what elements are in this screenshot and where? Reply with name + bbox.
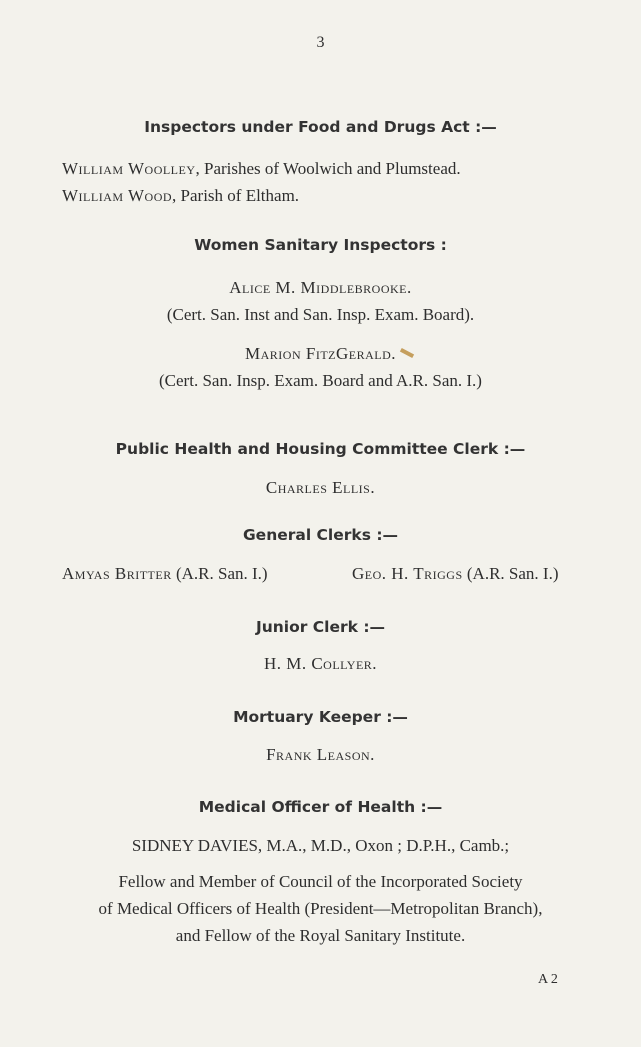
clerk-name: Geo. H. Triggs [352, 564, 463, 583]
committee-clerk-name: Charles Ellis. [265, 478, 376, 497]
inspector1-cert: (Cert. San. Inst and San. Insp. Exam. Board). [166, 305, 475, 324]
medical-officer-name: SIDNEY DAVIES, M.A., M.D., Oxon ; D.P.H., Camb.; [131, 836, 510, 855]
inspector2-name: Marion FitzGerald. [245, 344, 396, 363]
clerk-name: Amyas Britter [62, 564, 172, 583]
general-clerk-1 [62, 564, 268, 584]
mortuary-keeper-heading: Mortuary Keeper :— [233, 708, 408, 726]
inspector-name: William Woolley [62, 159, 196, 178]
junior-clerk-heading: Junior Clerk :— [255, 618, 386, 636]
women-sanitary-heading: Women Sanitary Inspectors : [194, 236, 447, 254]
general-clerk-2 [352, 564, 559, 584]
medical-officer-desc: of Medical Officers of Health (President—Metropolitan Branch), [98, 899, 543, 918]
inspector-detail: , Parish of Eltham. [172, 186, 300, 205]
mortuary-keeper-name: Frank Leason. [266, 745, 375, 764]
clerk-suffix: (A.R. San. I.) [462, 564, 559, 583]
junior-clerk-name: H. M. Collyer. [263, 654, 378, 673]
inspector1-name: Alice M. Middlebrooke. [229, 278, 412, 297]
medical-officer-heading: Medical Officer of Health :— [198, 798, 443, 816]
general-clerks-heading: General Clerks :— [242, 526, 399, 544]
inspector-line [62, 186, 299, 206]
inspector2-cert: (Cert. San. Insp. Exam. Board and A.R. San. I.) [159, 371, 482, 390]
medical-officer-desc: and Fellow of the Royal Sanitary Institute. [175, 926, 466, 945]
clerk-suffix: (A.R. San. I.) [171, 564, 268, 583]
medical-officer-desc: Fellow and Member of Council of the Incorporated Society [118, 872, 523, 891]
page-number: 3 [316, 34, 325, 51]
signature-mark: A 2 [538, 972, 558, 987]
inspector-line [62, 159, 461, 179]
committee-clerk-heading: Public Health and Housing Committee Clerk :— [115, 440, 526, 458]
food-drugs-heading: Inspectors under Food and Drugs Act :— [144, 118, 497, 136]
inspector-name: William Wood [62, 186, 173, 205]
inspector-detail: , Parishes of Woolwich and Plumstead. [195, 159, 461, 178]
